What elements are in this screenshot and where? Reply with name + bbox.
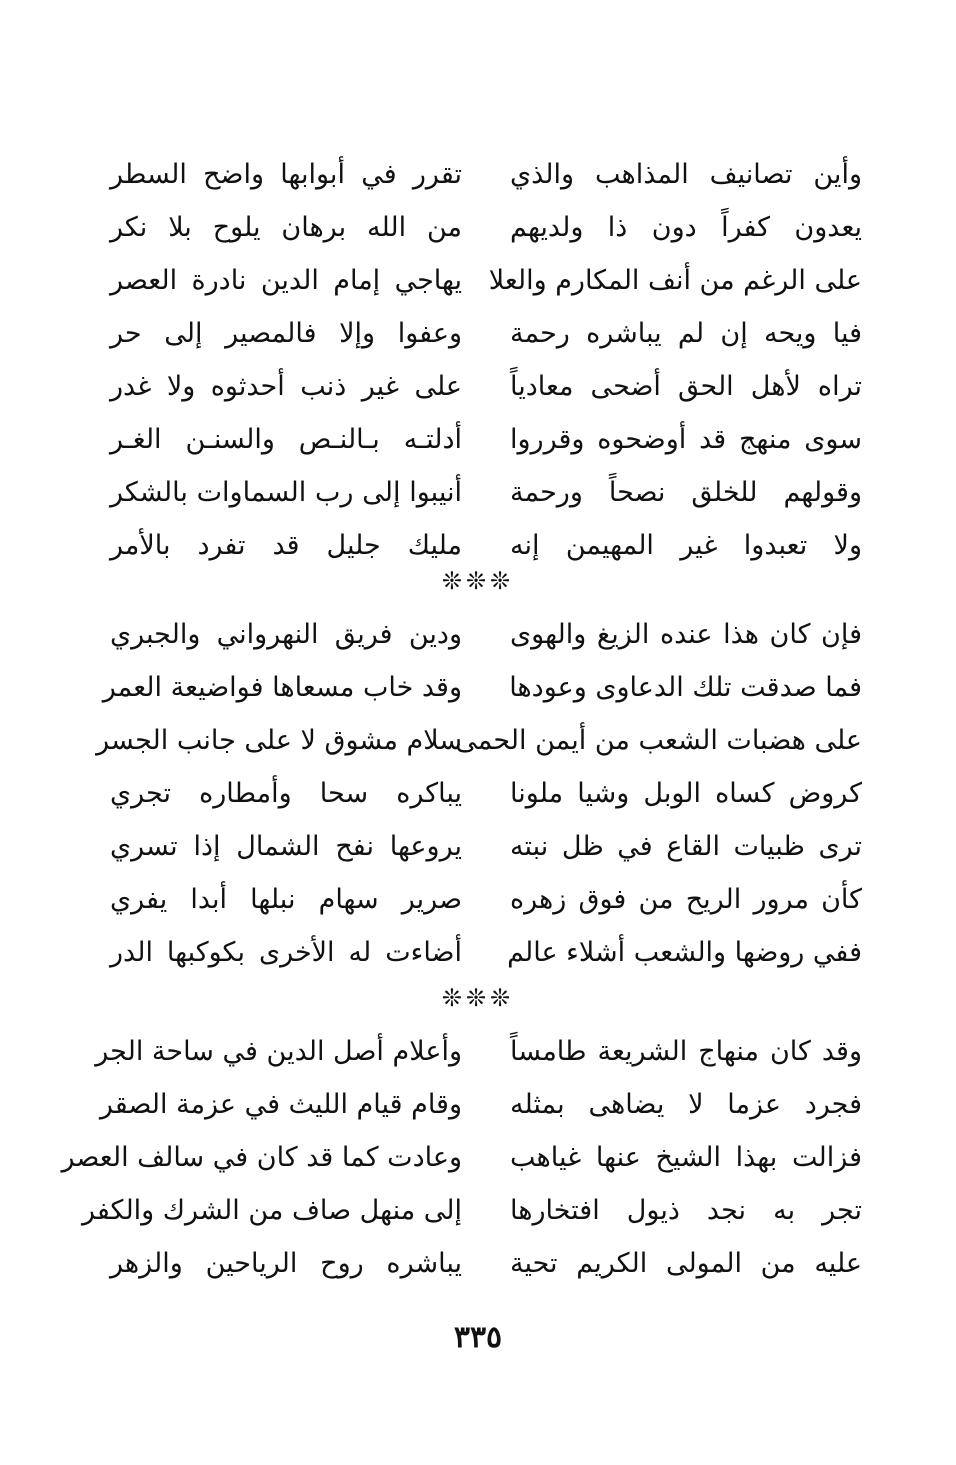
hemistich-right: ففي روضها والشعب أشلاء عالم: [507, 937, 862, 968]
verse: [110, 307, 862, 360]
hemistich-left: أضاءت له الأخرى بكوكبها الدر: [110, 937, 462, 968]
verse: [110, 148, 862, 201]
page-number: ٣٣٥: [453, 1320, 503, 1355]
stanza-separator: ❊❊❊: [441, 984, 515, 1012]
hemistich-left: أنيبوا إلى رب السماوات بالشكر: [110, 477, 462, 508]
hemistich-right: وقد كان منهاج الشريعة طامساً: [510, 1036, 862, 1067]
verse: [110, 926, 862, 979]
hemistich-left: سلام مشوق لا على جانب الجسر: [96, 725, 462, 756]
verse: [81, 1184, 862, 1237]
hemistich-right: وأين تصانيف المذاهب والذي: [510, 159, 862, 190]
hemistich-left: يهاجي إمام الدين نادرة العصر: [110, 265, 462, 296]
hemistich-right: فيا ويحه إن لم يباشره رحمة: [510, 318, 862, 349]
verse: [110, 820, 862, 873]
hemistich-left: على غير ذنب أحدثوه ولا غدر: [110, 371, 462, 402]
hemistich-right: يعدون كفراً دون ذا ولديهم: [510, 212, 862, 243]
hemistich-right: تراه لأهل الحق أضحى معادياً: [510, 371, 862, 402]
verse: [99, 1078, 862, 1131]
verse: [110, 466, 862, 519]
verse: [102, 661, 862, 714]
verse: [110, 254, 862, 307]
hemistich-left: من الله برهان يلوح بلا نكر: [110, 212, 462, 243]
hemistich-right: ترى ظبيات القاع في ظل نبته: [510, 831, 862, 862]
hemistich-left: وأعلام أصل الدين في ساحة الجر: [95, 1036, 462, 1067]
stanza-1: [110, 148, 862, 572]
hemistich-right: ولا تعبدوا غير المهيمن إنه: [510, 530, 862, 561]
hemistich-right: على الرغم من أنف المكارم والعلا: [488, 265, 862, 296]
hemistich-left: ودين فريق النهرواني والجبري: [110, 619, 462, 650]
verse: [61, 1131, 862, 1184]
verse: [110, 201, 862, 254]
hemistich-left: أدلتـه بـالنـص والسنـن الغـر: [110, 424, 462, 455]
hemistich-right: وقولهم للخلق نصحاً ورحمة: [510, 477, 862, 508]
hemistich-right: كأن مرور الريح من فوق زهره: [510, 884, 862, 915]
hemistich-left: مليك جليل قد تفرد بالأمر: [110, 530, 462, 561]
verse: [96, 714, 862, 767]
hemistich-left: صرير سهام نبلها أبدا يفري: [110, 884, 462, 915]
verse: [110, 767, 862, 820]
hemistich-left: تقرر في أبوابها واضح السطر: [110, 159, 462, 190]
hemistich-left: يروعها نفح الشمال إذا تسري: [110, 831, 462, 862]
hemistich-left: يباشره روح الرياحين والزهر: [110, 1248, 462, 1279]
stanza-3: [61, 1025, 862, 1290]
verse: [110, 413, 862, 466]
verse: [110, 873, 862, 926]
verse: [95, 1025, 862, 1078]
verse: [110, 1237, 862, 1290]
verse: [110, 519, 862, 572]
hemistich-left: وعفوا وإلا فالمصير إلى حر: [110, 318, 462, 349]
hemistich-left: وقد خاب مسعاها فواضيعة العمر: [102, 672, 462, 703]
hemistich-right: فما صدقت تلك الدعاوى وعودها: [509, 672, 862, 703]
hemistich-right: فجرد عزما لا يضاهى بمثله: [510, 1089, 862, 1120]
hemistich-right: عليه من المولى الكريم تحية: [510, 1248, 862, 1279]
hemistich-left: إلى منهل صاف من الشرك والكفر: [81, 1195, 462, 1226]
stanza-2: [96, 608, 862, 979]
hemistich-left: وقام قيام الليث في عزمة الصقر: [99, 1089, 462, 1120]
hemistich-right: كروض كساه الوبل وشيا ملونا: [510, 778, 862, 809]
hemistich-left: وعادت كما قد كان في سالف العصر: [61, 1142, 462, 1173]
hemistich-right: على هضبات الشعب من أيمن الحمى: [455, 725, 862, 756]
stanza-separator: ❊❊❊: [441, 567, 515, 595]
hemistich-right: فإن كان هذا عنده الزيغ والهوى: [510, 619, 862, 650]
hemistich-right: تجر به نجد ذيول افتخارها: [510, 1195, 862, 1226]
hemistich-left: يباكره سحا وأمطاره تجري: [110, 778, 462, 809]
hemistich-right: سوى منهج قد أوضحوه وقرروا: [510, 424, 862, 455]
verse: [110, 360, 862, 413]
hemistich-right: فزالت بهذا الشيخ عنها غياهب: [510, 1142, 862, 1173]
verse: [110, 608, 862, 661]
